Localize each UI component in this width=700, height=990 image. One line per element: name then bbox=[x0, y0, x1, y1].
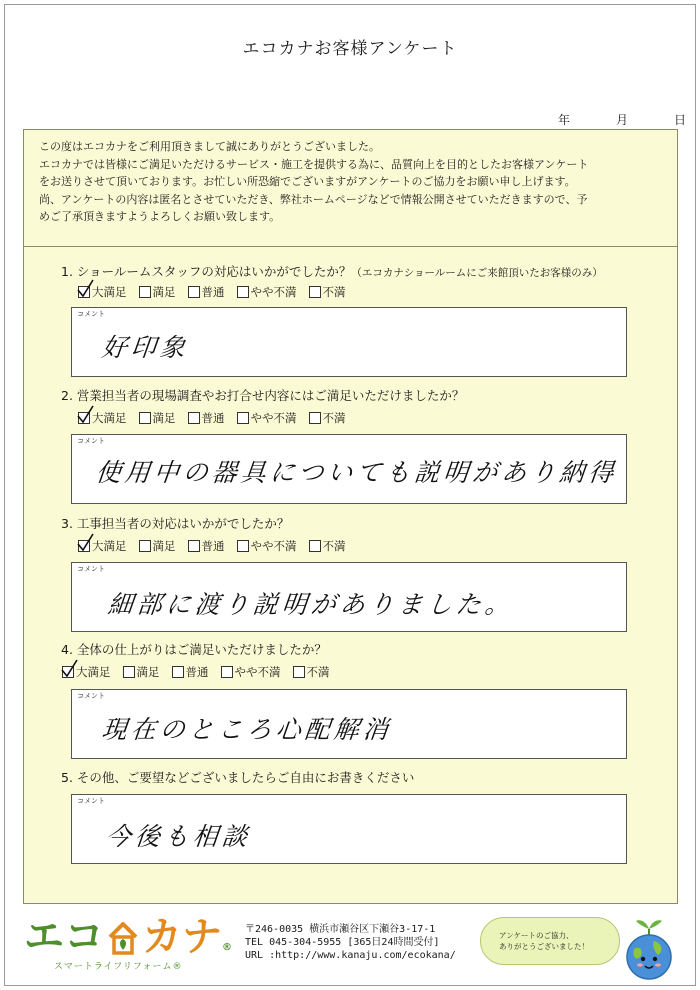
rating-options-1 bbox=[78, 284, 358, 300]
option-neutral[interactable] bbox=[188, 284, 225, 300]
check-mark-icon bbox=[76, 279, 96, 299]
question-text: 1. ショールームスタッフの対応はいかがでしたか？ bbox=[61, 264, 352, 279]
check-mark-icon bbox=[76, 405, 96, 425]
handwritten-comment: 使用中の器具についても説明があり納得 bbox=[94, 458, 619, 487]
checkbox[interactable] bbox=[78, 540, 90, 552]
option-label: 満足 bbox=[152, 539, 176, 553]
checkbox[interactable] bbox=[221, 666, 233, 678]
option-somewhat-dissatisfied[interactable] bbox=[237, 410, 297, 426]
logo-wordmark bbox=[24, 914, 232, 960]
option-satisfied[interactable] bbox=[139, 284, 176, 300]
option-very-satisfied[interactable] bbox=[62, 664, 111, 680]
intro-line: エコカナでは皆様にご満足いただけるサービス・施工を提供する為に、品質向上を目的としたお客様アンケート bbox=[39, 157, 589, 171]
checkbox[interactable] bbox=[188, 412, 200, 424]
footer bbox=[0, 905, 700, 985]
intro-line: めご了承頂きますようよろしくお願い致します。 bbox=[39, 210, 281, 224]
comment-box-2[interactable] bbox=[71, 434, 627, 504]
checkbox[interactable] bbox=[139, 286, 151, 298]
house-icon bbox=[106, 919, 140, 955]
comment-label: コメント bbox=[77, 437, 105, 445]
question-text: 5. その他、ご要望などございましたらご自由にお書きください bbox=[61, 770, 415, 785]
page-title: エコカナお客様アンケート bbox=[242, 39, 458, 59]
option-neutral[interactable] bbox=[172, 664, 209, 680]
checkbox[interactable] bbox=[139, 540, 151, 552]
check-mark-icon bbox=[60, 659, 80, 679]
checkbox[interactable] bbox=[78, 412, 90, 424]
handwritten-comment: 好印象 bbox=[100, 333, 191, 362]
check-mark-icon bbox=[76, 533, 96, 553]
comment-label: コメント bbox=[77, 565, 105, 573]
checkbox[interactable] bbox=[188, 286, 200, 298]
option-dissatisfied[interactable] bbox=[309, 538, 346, 554]
question-text: 2. 営業担当者の現場調査やお打合せ内容にはご満足いただけましたか？ bbox=[61, 388, 465, 403]
registered-mark: ® bbox=[222, 942, 232, 953]
option-somewhat-dissatisfied[interactable] bbox=[237, 538, 297, 554]
option-label: 満足 bbox=[136, 665, 160, 679]
globe-mascot-icon bbox=[616, 915, 682, 985]
question-5 bbox=[61, 768, 414, 786]
website-link[interactable]: URL :http://www.kanaju.com/ecokana/ bbox=[245, 950, 456, 961]
option-label: 不満 bbox=[322, 539, 346, 553]
option-neutral[interactable] bbox=[188, 538, 225, 554]
option-label: 満足 bbox=[152, 285, 176, 299]
option-label: やや不満 bbox=[234, 665, 281, 679]
option-neutral[interactable] bbox=[188, 410, 225, 426]
option-label: やや不満 bbox=[250, 285, 297, 299]
question-4 bbox=[61, 640, 327, 658]
checkbox[interactable] bbox=[78, 286, 90, 298]
intro-line: をお送りさせて頂いております。お忙しい所恐縮でございますがアンケートのご協力をお願い申し上げます。 bbox=[39, 175, 576, 189]
month-label: 月 bbox=[615, 113, 628, 127]
option-dissatisfied[interactable] bbox=[293, 664, 330, 680]
option-dissatisfied[interactable] bbox=[309, 410, 346, 426]
option-label: 普通 bbox=[201, 411, 225, 425]
question-text: 4. 全体の仕上がりはご満足いただけましたか？ bbox=[61, 642, 327, 657]
checkbox[interactable] bbox=[237, 286, 249, 298]
checkbox[interactable] bbox=[309, 540, 321, 552]
question-3 bbox=[61, 514, 289, 532]
option-label: 不満 bbox=[306, 665, 330, 679]
option-label: やや不満 bbox=[250, 539, 297, 553]
option-very-satisfied[interactable] bbox=[78, 538, 127, 554]
option-label: 大満足 bbox=[92, 411, 127, 425]
option-label: 大満足 bbox=[92, 539, 127, 553]
date-line bbox=[558, 111, 686, 128]
checkbox[interactable] bbox=[188, 540, 200, 552]
question-1 bbox=[61, 262, 603, 280]
checkbox[interactable] bbox=[237, 412, 249, 424]
rating-options-3 bbox=[78, 538, 358, 554]
comment-label: コメント bbox=[77, 797, 105, 805]
handwritten-comment: 細部に渡り説明がありました。 bbox=[106, 590, 516, 619]
option-label: 満足 bbox=[152, 411, 176, 425]
option-dissatisfied[interactable] bbox=[309, 284, 346, 300]
comment-label: コメント bbox=[77, 692, 105, 700]
checkbox[interactable] bbox=[293, 666, 305, 678]
intro-line: この度はエコカナをご利用頂きまして誠にありがとうございました。 bbox=[39, 140, 380, 153]
ecokana-logo bbox=[24, 914, 232, 972]
checkbox[interactable] bbox=[309, 412, 321, 424]
comment-box-1[interactable] bbox=[71, 307, 627, 377]
option-label: 大満足 bbox=[76, 665, 111, 679]
year-label: 年 bbox=[557, 113, 570, 127]
comment-box-4[interactable] bbox=[71, 689, 627, 759]
option-somewhat-dissatisfied[interactable] bbox=[221, 664, 281, 680]
option-very-satisfied[interactable] bbox=[78, 410, 127, 426]
checkbox[interactable] bbox=[139, 412, 151, 424]
option-label: 大満足 bbox=[92, 285, 127, 299]
question-text: 3. 工事担当者の対応はいかがでしたか？ bbox=[61, 516, 290, 531]
day-label: 日 bbox=[673, 113, 686, 127]
checkbox[interactable] bbox=[123, 666, 135, 678]
phone: TEL 045-304-5955 [365日24時間受付] bbox=[245, 937, 440, 948]
question-2 bbox=[61, 386, 464, 404]
option-satisfied[interactable] bbox=[123, 664, 160, 680]
rating-options-2 bbox=[78, 410, 358, 426]
address: 〒246-0035 横浜市瀬谷区下瀬谷3-17-1 bbox=[245, 924, 436, 935]
bubble-text: ありがとうございました！ bbox=[499, 942, 589, 951]
handwritten-comment: 今後も相談 bbox=[104, 822, 253, 851]
comment-box-5[interactable] bbox=[71, 794, 627, 864]
option-somewhat-dissatisfied[interactable] bbox=[237, 284, 297, 300]
logo-left-text: エコ bbox=[24, 914, 104, 960]
rating-options-4 bbox=[62, 664, 342, 680]
comment-label: コメント bbox=[77, 310, 105, 318]
logo-tagline: スマートライフリフォーム® bbox=[54, 962, 183, 972]
option-label: やや不満 bbox=[250, 411, 297, 425]
intro-text bbox=[39, 138, 669, 226]
thanks-bubble bbox=[480, 917, 620, 965]
contact-info bbox=[245, 923, 456, 962]
option-very-satisfied[interactable] bbox=[78, 284, 127, 300]
option-label: 不満 bbox=[322, 285, 346, 299]
checkbox[interactable] bbox=[237, 540, 249, 552]
checkbox[interactable] bbox=[309, 286, 321, 298]
checkbox[interactable] bbox=[62, 666, 74, 678]
option-label: 普通 bbox=[185, 665, 209, 679]
option-label: 普通 bbox=[201, 285, 225, 299]
divider bbox=[23, 246, 678, 247]
checkbox[interactable] bbox=[172, 666, 184, 678]
option-satisfied[interactable] bbox=[139, 538, 176, 554]
question-note: （エコカナショールームにご来館頂いたお客様のみ） bbox=[351, 267, 603, 279]
intro-line: 尚、アンケートの内容は匿名とさせていただき、弊社ホームページなどで情報公開させていただきますので、予 bbox=[39, 192, 588, 206]
handwritten-comment: 現在のところ心配解消 bbox=[100, 715, 394, 744]
bubble-text: アンケートのご協力、 bbox=[499, 931, 574, 940]
option-label: 不満 bbox=[322, 411, 346, 425]
option-label: 普通 bbox=[201, 539, 225, 553]
comment-box-3[interactable] bbox=[71, 562, 627, 632]
logo-right-text: カナ bbox=[142, 914, 222, 960]
option-satisfied[interactable] bbox=[139, 410, 176, 426]
